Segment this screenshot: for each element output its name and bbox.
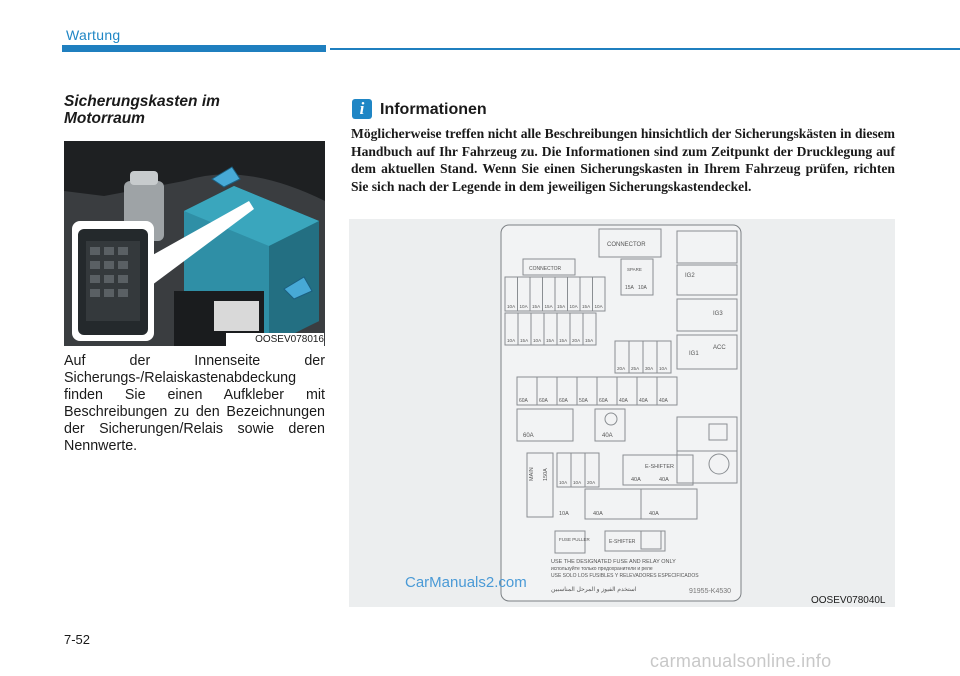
- diagram-code: OOSEV078040L: [811, 595, 886, 606]
- fuse-puller-label: FUSE PULLER: [559, 537, 590, 542]
- eshifter-rating-2: 40A: [659, 477, 669, 483]
- lower-rating-1: 40A: [593, 511, 603, 517]
- site-watermark: carmanualsonline.info: [650, 651, 832, 671]
- eshifter-label: E-SHIFTER: [645, 464, 675, 470]
- page-number: 7-52: [64, 632, 91, 647]
- large-fuse-rating: 40A: [639, 398, 648, 404]
- small-fuse-rating: 10A: [559, 480, 568, 485]
- row1-fuse-rating: 15A: [582, 304, 591, 309]
- connector-small-label: CONNECTOR: [529, 266, 562, 272]
- large-fuse-rating: 60A: [599, 398, 608, 404]
- bottom-rating: 10A: [559, 511, 569, 517]
- row2-fuse-rating: 20A: [572, 338, 581, 343]
- row2-fuse-rating: 15A: [546, 338, 555, 343]
- carmanuals-watermark: CarManuals2.com: [405, 574, 527, 591]
- small-fuse-rating: 20A: [587, 480, 596, 485]
- fuse-box-heading: [64, 93, 284, 127]
- large-fuse-rating: 60A: [539, 398, 548, 404]
- row1-fuse-rating: 10A: [519, 304, 528, 309]
- row2-fuse-rating: 10A: [507, 338, 516, 343]
- info-title: Informationen: [380, 101, 487, 118]
- mid-fuse-rating: 30A: [645, 366, 654, 371]
- large-fuse-rating: 60A: [519, 398, 528, 404]
- small-fuse-rating: 10A: [573, 480, 582, 485]
- row1-fuse-rating: 10A: [569, 304, 578, 309]
- row1-fuse-rating: 15A: [544, 304, 553, 309]
- lower-rating-2: 40A: [649, 511, 659, 517]
- main-rating: 150A: [543, 468, 549, 481]
- notice-line-2: используйте только предохранители и реле: [551, 566, 653, 572]
- notice-line-1: USE THE DESIGNATED FUSE AND RELAY ONLY: [551, 559, 676, 565]
- row1-fuse-rating: 10A: [507, 304, 516, 309]
- spare-label: SPARE: [627, 267, 642, 272]
- row1-fuse-rating: 10A: [594, 304, 603, 309]
- info-icon: i: [352, 99, 372, 119]
- spare-rating-1: 15A: [625, 285, 634, 291]
- mid-fuse-rating: 25A: [631, 366, 640, 371]
- row2-fuse-rating: 15A: [559, 338, 568, 343]
- large-fuse-rating: 40A: [659, 398, 668, 404]
- large-fuse-rating: 50A: [579, 398, 588, 404]
- part-number: 91955-K4530: [689, 588, 732, 595]
- photo-code: OOSEV078016: [226, 333, 324, 346]
- eshifter-relay-label: E-SHIFTER: [609, 539, 636, 545]
- ig1-label: IG1: [689, 351, 699, 357]
- connector-label: CONNECTOR: [607, 242, 646, 248]
- acc-label: ACC: [713, 345, 726, 351]
- fan-fuse-rating: 40A: [602, 433, 613, 439]
- spare-rating-2: 10A: [638, 285, 647, 291]
- fuse-4-rating: 60A: [523, 433, 534, 439]
- section-title: Wartung: [66, 27, 121, 43]
- row2-fuse-rating: 15A: [520, 338, 529, 343]
- header-rule: [330, 48, 960, 50]
- mid-fuse-rating: 20A: [617, 366, 626, 371]
- heading-line-2: Motorraum: [64, 110, 145, 127]
- arabic-notice: استخدم الفيوز و المرحل المناسبين: [551, 587, 637, 593]
- engine-bay-photo: [64, 141, 325, 346]
- eshifter-rating-1: 40A: [631, 477, 641, 483]
- large-fuse-rating: 60A: [559, 398, 568, 404]
- row2-fuse-rating: 15A: [585, 338, 594, 343]
- row2-fuse-rating: 10A: [533, 338, 542, 343]
- heading-line-1: Sicherungskasten im: [64, 93, 220, 110]
- left-body-text: Auf der Innenseite der Sicherungs-/Relaiskastenabdeckung finden Sie einen Aufkleber mit Beschreibungen zu den Bezeichnungen der Sicherungen/Relais sowie deren Nennwerte.: [64, 353, 325, 454]
- ig3-label: IG3: [713, 311, 723, 317]
- mid-fuse-rating: 10A: [659, 366, 668, 371]
- fuse-box-diagram: [349, 219, 895, 607]
- row1-fuse-rating: 15A: [532, 304, 541, 309]
- ig2-label: IG2: [685, 273, 695, 279]
- header-bar-accent: [62, 45, 326, 52]
- main-label: MAIN: [529, 467, 535, 481]
- info-body-text: Möglicherweise treffen nicht alle Beschreibungen hinsichtlich der Sicherungskästen in diesem Handbuch auf Ihr Fahrzeug zu. Die Informationen sind zum Zeitpunkt der Drucklegung auf dem aktuellen Stand. Wenn Sie einen Sicherungskasten in Ihrem Fahrzeug prüfen, richten Sie sich nach der Legende in dem jeweiligen Sicherungskastendeckel.: [351, 126, 895, 194]
- notice-line-3: USE SOLO LOS FUSIBLES Y RELEVADORES ESPECIFICADOS: [551, 573, 699, 579]
- large-fuse-rating: 40A: [619, 398, 628, 404]
- row1-fuse-rating: 15A: [557, 304, 566, 309]
